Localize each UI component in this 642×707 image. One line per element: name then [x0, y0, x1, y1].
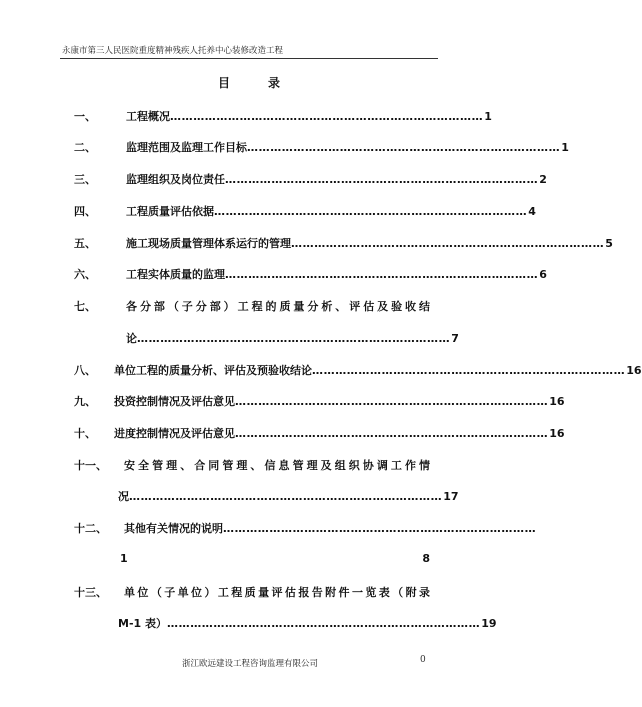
- toc-entry-title: 工程概况: [126, 110, 170, 123]
- toc-entry-page: 1: [484, 110, 492, 123]
- toc-entry-page: 16: [626, 364, 642, 377]
- toc-entry-5[interactable]: [74, 235, 613, 251]
- toc-entry-number: 十二、: [74, 522, 107, 535]
- toc-entry-title: 其他有关情况的说明: [124, 522, 223, 535]
- leader-dots: ………………………………………………………………………: [235, 427, 549, 440]
- toc-entry-page: 17: [443, 490, 459, 503]
- leader-dots: ………………………………………………………………………: [214, 205, 528, 218]
- toc-title-left: 目: [217, 76, 232, 90]
- toc-entry-12-page[interactable]: [74, 552, 430, 568]
- toc-entry-7[interactable]: [74, 298, 430, 314]
- leader-dots: ………………………………………………………………………: [170, 110, 484, 123]
- toc-entry-page: 4: [528, 205, 536, 218]
- toc-entry-title: 工程实体质量的监理: [126, 268, 225, 281]
- toc-entry-title: 工程质量评估依据: [126, 205, 214, 218]
- leader-dots: ………………………………………………………………………: [137, 332, 451, 345]
- toc-entry-10[interactable]: [74, 425, 565, 441]
- toc-entry-8[interactable]: [74, 362, 642, 378]
- toc-entry-title: 投资控制情况及评估意见: [114, 395, 235, 408]
- footer-company: 浙江欧远建设工程咨询监理有限公司: [181, 659, 318, 669]
- toc-entry-6[interactable]: [74, 266, 547, 282]
- toc-entry-9[interactable]: [74, 393, 565, 409]
- toc-entry-page: 2: [539, 173, 547, 186]
- toc-entry-title: 安全管理、合同管理、信息管理及组织协调工作情: [124, 459, 430, 472]
- toc-entry-11[interactable]: [74, 457, 430, 473]
- toc-entry-page: 19: [481, 617, 497, 630]
- toc-entry-title: 单位工程的质量分析、评估及预验收结论: [114, 364, 312, 377]
- toc-entry-number: 十一、: [74, 459, 107, 472]
- toc-entry-title-continued: 论: [126, 332, 137, 345]
- leader-dots: ………………………………………………………………………: [225, 268, 539, 281]
- toc-entry-title: 施工现场质量管理体系运行的管理: [126, 237, 291, 250]
- toc-entry-number: 二、: [74, 141, 96, 154]
- toc-entry-title-continued: 况: [118, 490, 129, 503]
- toc-entry-number: 十三、: [74, 586, 107, 599]
- toc-entry-number: 一、: [74, 110, 96, 123]
- leader-dots: ………………………………………………………………………: [312, 364, 626, 377]
- toc-entry-1[interactable]: [74, 108, 492, 124]
- toc-entry-page: 5: [605, 237, 613, 250]
- header-rule: [60, 58, 438, 59]
- toc-entry-11-continued[interactable]: [74, 488, 459, 504]
- leader-dots: ………………………………………………………………………: [167, 617, 481, 630]
- toc-entry-number: 八、: [74, 364, 96, 377]
- toc-entry-page: 16: [549, 395, 565, 408]
- toc-entry-2[interactable]: [74, 139, 569, 155]
- leader-dots: ………………………………………………………………………: [247, 141, 561, 154]
- toc-title: [0, 74, 500, 91]
- leader-dots: ………………………………………………………………………: [129, 490, 443, 503]
- toc-entry-3[interactable]: [74, 171, 547, 187]
- toc-title-right: 录: [268, 76, 283, 90]
- toc-entry-number: 十、: [74, 427, 96, 440]
- toc-entry-page: 6: [539, 268, 547, 281]
- leader-dots: ………………………………………………………………………: [225, 173, 539, 186]
- toc-entry-page: 16: [549, 427, 565, 440]
- toc-entry-title: 监理范围及监理工作目标: [126, 141, 247, 154]
- leader-dots: ………………………………………………………………………: [223, 522, 537, 535]
- toc-entry-title-continued: M-1 表）: [118, 617, 167, 630]
- toc-entry-title: 单位（子单位）工程质量评估报告附件一览表（附录: [124, 586, 430, 599]
- toc-entry-title: 各分部（子分部）工程的质量分析、评估及验收结: [126, 300, 430, 313]
- toc-entry-number: 五、: [74, 237, 96, 250]
- leader-dots: ………………………………………………………………………: [235, 395, 549, 408]
- toc-entry-title: 进度控制情况及评估意见: [114, 427, 235, 440]
- running-header: 永康市第三人民医院重度精神残疾人托养中心装修改造工程: [62, 46, 284, 56]
- toc-entry-title: 监理组织及岗位责任: [126, 173, 225, 186]
- toc-entry-page: 1: [561, 141, 569, 154]
- toc-entry-number: 九、: [74, 395, 96, 408]
- toc-entry-page-part-a: 1: [120, 552, 128, 565]
- toc-entry-4[interactable]: [74, 203, 536, 219]
- toc-entry-page-part-b: 8: [422, 552, 430, 565]
- toc-entry-number: 六、: [74, 268, 96, 281]
- toc-entry-number: 三、: [74, 173, 96, 186]
- toc-entry-page: 7: [451, 332, 459, 345]
- toc-entry-number: 四、: [74, 205, 96, 218]
- footer-page-number: 0: [420, 655, 426, 665]
- toc-entry-12[interactable]: [74, 520, 537, 536]
- toc-entry-number: 七、: [74, 300, 96, 313]
- toc-entry-7-continued[interactable]: [74, 330, 459, 346]
- leader-dots: ………………………………………………………………………: [291, 237, 605, 250]
- toc-entry-13-continued[interactable]: [74, 615, 497, 631]
- toc-entry-13[interactable]: [74, 584, 430, 600]
